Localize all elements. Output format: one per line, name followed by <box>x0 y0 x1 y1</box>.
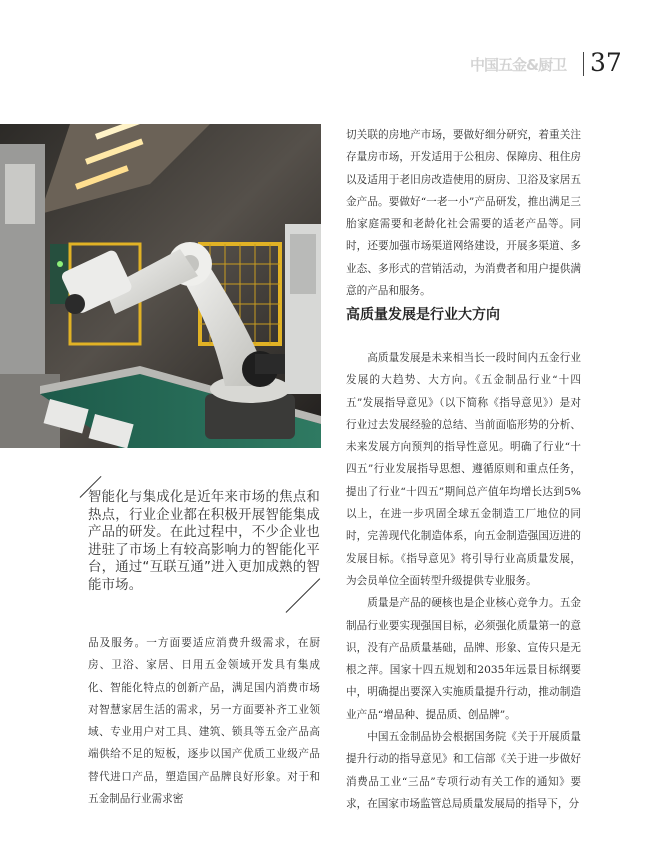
right-column-top-paragraph: 切关联的房地产市场，要做好细分研究，着重关注存量房市场，开发适用于公租房、保障房、租住房以及适用于老旧房改造使用的厨房、卫浴及家居五金产品。要做好“一老一小”产品研发，推出满足三胎家庭需要和老龄化社会需要的适老产品等。同时，还要加强市场渠道网络建设，开展多渠道、多业态、多形式的营销活动，为消费者和用户提供满意的产品和服务。 <box>346 129 581 298</box>
page-header <box>460 50 630 80</box>
body-paragraph-2: 质量是产品的硬核也是企业核心竞争力。五金制品行业要实现强国目标，必须强化质量第一的意识，没有产品质量基础，品牌、形象、宣传只是无根之萍。国家十四五规划和2035年远景目标纲要中，明确提出要深入实施质量提升行动，推动制造业产品“增品种、提品质、创品牌”。 <box>346 597 581 721</box>
section-heading: 高质量发展是行业大方向 <box>346 307 500 323</box>
robot-arm-photo <box>0 124 321 448</box>
body-paragraph-1: 高质量发展是未来相当长一段时间内五金行业发展的大趋势、大方向。《五金制品行业“十四五”发展指导意见》（以下简称《指导意见》）是对行业过去发展经验的总结、当前面临形势的分析、未来发展方向预判的指导性意见。明确了行业“十四五”行业发展指导思想、遵循原则和重点任务，提出了行业“十四五”期间总产值年均增长达到5%以上，在进一步巩固全球五金制造工厂地位的同时，完善现代化制造体系，向五金制造强国迈进的发展目标。《指导意见》将引导行业高质量发展，为会员单位全面转型升级提供专业服务。 <box>346 352 581 587</box>
robot-arm-illustration <box>0 124 321 448</box>
page-number: 37 <box>590 48 622 77</box>
body-paragraph-3: 中国五金制品协会根据国务院《关于开展质量提升行动的指导意见》和工信部《关于进一步做好消费品工业“三品”专项行动有关工作的通知》要求，在国家市场监管总局质量发展局的指导下，分 <box>346 731 581 810</box>
pull-quote: 智能化与集成化是近年来市场的焦点和热点，行业企业都在积极开展智能集成产品的研发。在此过程中，不少企业也进驻了市场上有较高影响力的智能化平台，通过“互联互通”进入更加成熟的智能市场。 <box>88 490 320 593</box>
left-column-text <box>88 632 320 810</box>
header-divider <box>583 52 584 76</box>
magazine-logo: 中国五金&厨卫 <box>470 56 567 74</box>
right-column-top-text <box>346 124 581 302</box>
right-column-main-text <box>346 347 581 815</box>
left-column-paragraph: 品及服务。一方面要适应消费升级需求，在厨房、卫浴、家居、日用五金领域开发具有集成化、智能化特点的创新产品，满足国内消费市场对智慧家居生活的需求，另一方面要补齐工业领域、专业用户对工具、建筑、锁具等五金产品高端供给不足的短板，逐步以国产优质工业级产品替代进口产品，塑造国产品牌良好形象。对于和五金制品行业需求密 <box>88 637 320 806</box>
